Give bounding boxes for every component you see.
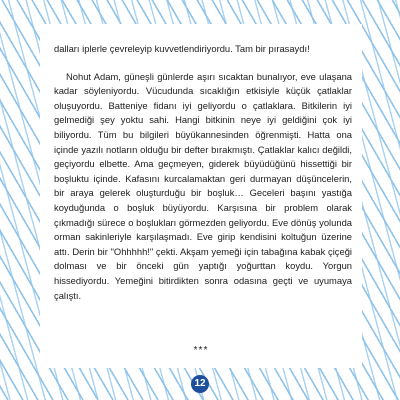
paragraph: Nohut Adam, güneşli günlerde aşırı sıcaktan bunalıyor, eve ulaşana kadar söyleniyordu. Vücudunda sıcaklığın etkisiyle küçük çatlaklar oluşuyordu. Batteniye fidanı iyi geliyordu o çatlaklara. Bitkilerin iyi gelmediği şey yoktu sahi. Hangi bitkinin neye iyi geldiğini çok iyi biliyordu. Tüm bu bilgileri büyükannesinden öğrenmişti. Hatta ona içinde yazılı notların olduğu bir defter bırakmıştı. Çatlaklar kalıcı değildi, geçiyordu elbette. Ama geçmeyen, giderek büyüdüğünü hissettiği bir boşluktu içinde. Kafasını kurcalamaktan geri durmayan düşüncelerin, bir araya gelerek oluşturduğu bir boşluk… Geceleri başını yastığa koyduğunda o boşluk büyüyordu. Karşısına bir problem olarak çıkmadığı sürece o boşlukları görmezden geliyordu. Eve dönüş yolunda orman sakinleriyle karşılaşmadı. Eve girip kendisini koltuğun üzerine attı. Derin bir "Ohhhhh!" çekti. Akşam yemeği için tabağına kabak çiçeği dolması ve bir önceki gün yaptığı yoğurttan koydu. Yorgun hissediyordu. Yemeğini bitirdikten sonra odasına geçti ve uyumaya çalıştı.	[54, 70, 352, 301]
section-break: ***	[193, 345, 209, 356]
book-page	[40, 24, 362, 368]
page-number-badge: 12	[191, 375, 209, 393]
paragraph: dalları iplerle çevreleyip kuvvetlendiriyordu. Tam bir pırasaydı!	[54, 43, 310, 54]
body-text	[54, 42, 352, 303]
